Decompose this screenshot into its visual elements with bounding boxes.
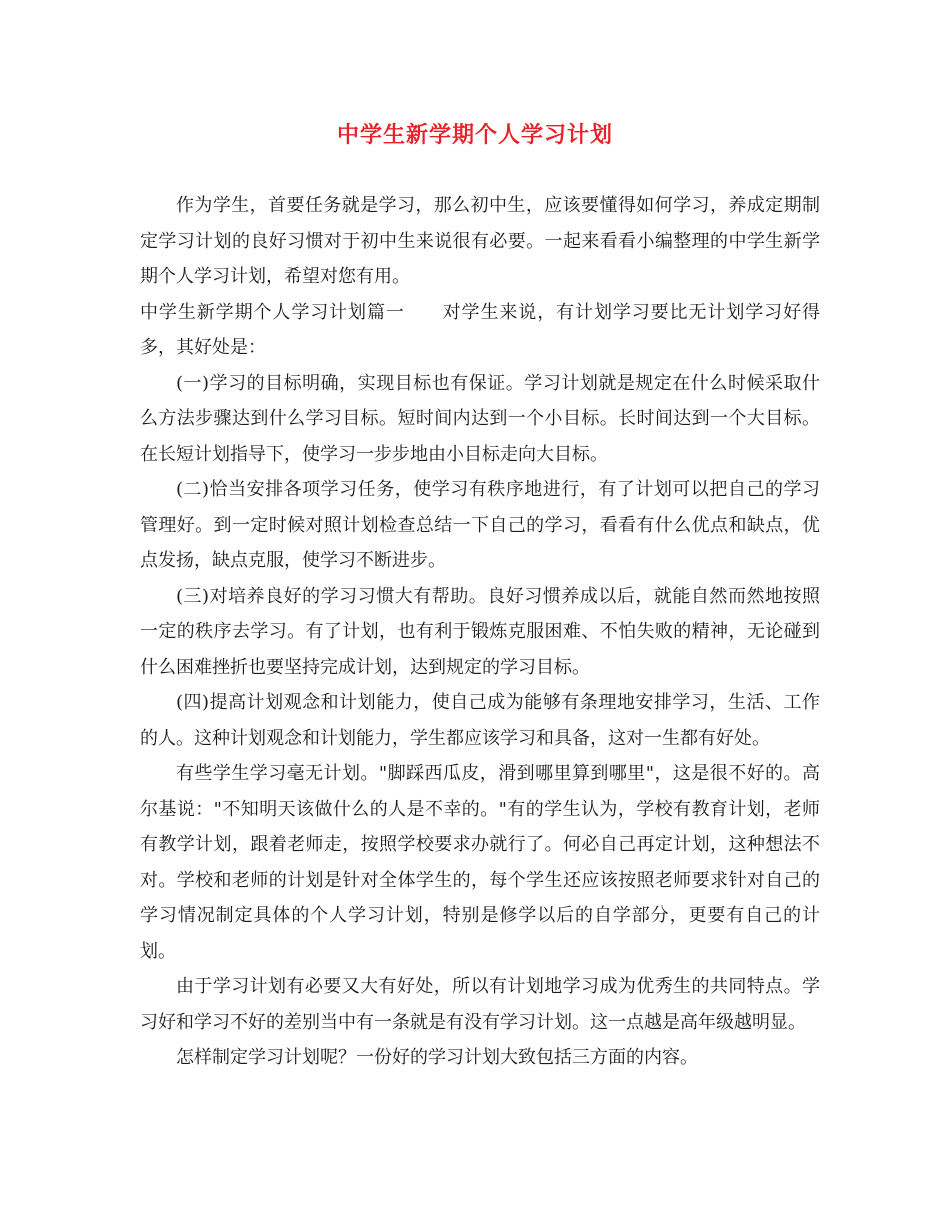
paragraph-how-to: 怎样制定学习计划呢？一份好的学习计划大致包括三方面的内容。 (176, 1047, 698, 1068)
paragraph-point-4: (四)提高计划观念和计划能力，使自己成为能够有条理地安排学习，生活、工作的人。这种计划观念和计划能力，学生都应该学习和具备，这对一生都有好处。 (140, 692, 820, 749)
paragraph-benefits: 由于学习计划有必要又大有好处，所以有计划地学习成为优秀生的共同特点。学习好和学习不好的差别当中有一条就是有没有学习计划。这一点越是高年级越明显。 (140, 976, 820, 1033)
paragraph-section-heading: 中学生新学期个人学习计划篇一 对学生来说，有计划学习要比无计划学习好得多，其好处是： (140, 301, 820, 358)
paragraph-point-3: (三)对培养良好的学习习惯大有帮助。良好习惯养成以后，就能自然而然地按照一定的秩序去学习。有了计划，也有利于锻炼克服困难、不怕失败的精神，无论碰到什么困难挫折也要坚持完成计划，达到规定的学习目标。 (140, 585, 820, 678)
paragraph-no-plan: 有些学生学习毫无计划。"脚踩西瓜皮，滑到哪里算到哪里"，这是很不好的。高尔基说："不知明天该做什么的人是不幸的。"有的学生认为，学校有教育计划，老师有教学计划，跟着老师走，按照学校要求办就行了。何必自己再定计划，这种想法不对。学校和老师的计划是针对全体学生的，每个学生还应该按照老师要求针对自己的学习情况制定具体的个人学习计划，特别是修学以后的自学部分，更要有自己的计划。 (140, 763, 820, 962)
paragraph-point-1: (一)学习的目标明确，实现目标也有保证。学习计划就是规定在什么时候采取什么方法步骤达到什么学习目标。短时间内达到一个小目标。长时间达到一个大目标。在长短计划指导下，使学习一步步地由小目标走向大目标。 (140, 372, 820, 465)
paragraph-intro: 作为学生，首要任务就是学习，那么初中生，应该要懂得如何学习，养成定期制定学习计划的良好习惯对于初中生来说很有必要。一起来看看小编整理的中学生新学期个人学习计划，希望对您有用。 (140, 195, 820, 287)
paragraph-point-2: (二)恰当安排各项学习任务，使学习有秩序地进行，有了计划可以把自己的学习管理好。到一定时候对照计划检查总结一下自己的学习，看看有什么优点和缺点，优点发扬，缺点克服，使学习不断进步。 (140, 479, 820, 571)
document-title: 中学生新学期个人学习计划 (336, 122, 613, 148)
document-body (140, 188, 820, 1076)
